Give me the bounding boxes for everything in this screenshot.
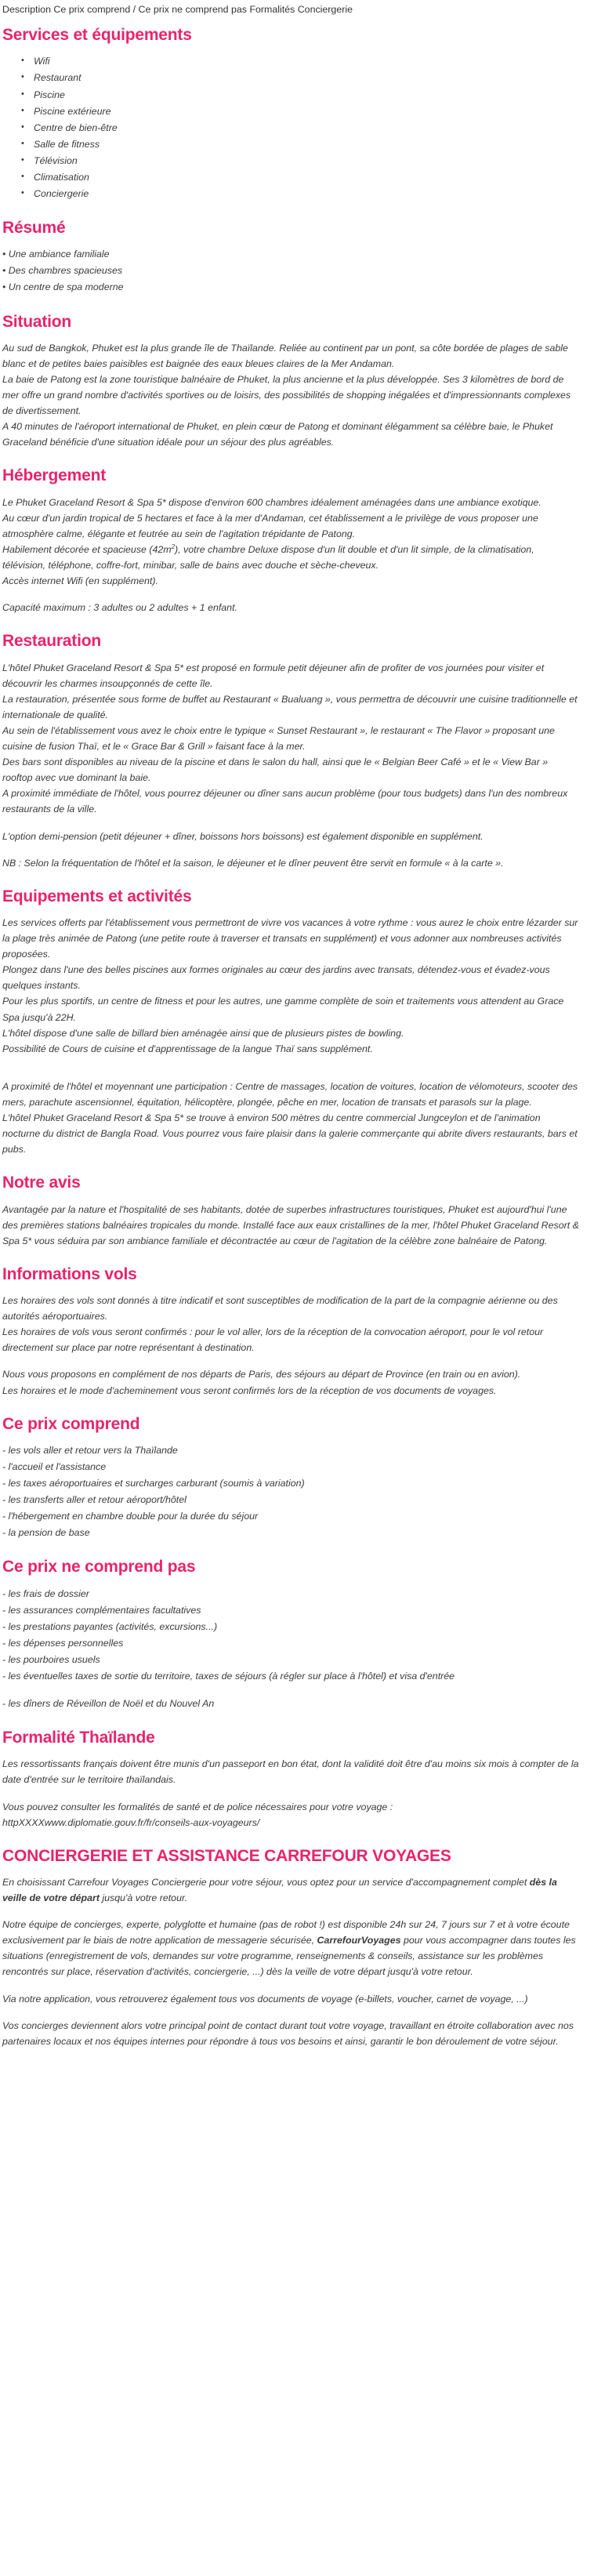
equipements-line: Pour les plus sportifs, un centre de fitness et pour les autres, une gamme complète de soin et traitements vous attendent au Grace Spa jusqu'à 22H. [2,996,564,1023]
situation-line: Au sud de Bangkok, Phuket est la plus grande île de Thaïlande. Reliée au continent par un pont, sa côte bordée de plages de sable blanc et de petites baies paisibles est baignée des eaux bleues claires de la Mer Andaman. [2,342,568,369]
ne-comprend-item: - les assurances complémentaires facultatives [2,1604,201,1616]
comprend-item: - les transferts aller et retour aéroport/hôtel [2,1494,187,1506]
conciergerie-p4: Vos concierges deviennent alors votre principal point de contact durant tout votre voyage, travaillant en étroite collaboration avec nos partenaires locaux et nos équipes internes pour répondre à tous vos besoins et ainsi, garantir le bon déroulement de votre séjour. [2,2019,574,2047]
comprend-item: - les taxes aéroportuaires et surcharges carburant (soumis à variation) [2,1478,305,1489]
situation-text [2,340,580,451]
service-item: • Salle de fitness [34,136,580,153]
avis-text: Avantagée par la nature et l'hospitalité de ses habitants, dotée de superbes infrastructures touristiques, Phuket est aujourd'hui l'une des premières stations balnéaires tropicales du monde. Installé face aux eaux cristallines de la mer, l'hôtel Phuket Graceland Resort & Spa 5* vous séduira par son ambiance familiale et décontractée au cœur de l'agitation de la célèbre zone balnéaire de Patong. [2,1203,579,1246]
vols-line: Les horaires et le mode d'acheminement vous seront confirmés lors de la réception de vos documents de voyages. [2,1384,497,1396]
hebergement-capacity: Capacité maximum : 3 adultes ou 2 adultes + 1 enfant. [2,602,237,614]
hebergement-heading: Hébergement [2,466,107,485]
ne-comprend-item: - les dépenses personnelles [2,1637,124,1649]
nav-link-ne-comprend[interactable]: Ce prix ne comprend pas [138,4,247,15]
service-item: • Wifi [34,53,580,70]
restauration-heading: Restauration [2,632,101,651]
conciergerie-p3: Via notre application, vous retrouverez également tous vos documents de voyage (e-billets, voucher, carnet de voyage, ...) [2,1993,528,2005]
formalite-line: Vous pouvez consulter les formalités de santé et de police nécessaires pour votre voyage : [2,1801,393,1812]
equipements-text-2 [2,1079,580,1157]
ne-comprend-item: - les prestations payantes (activités, excursions...) [2,1620,218,1632]
resume-item: • Des chambres spacieuses [2,265,123,277]
services-list [2,53,580,202]
comprend-list [2,1442,580,1541]
restauration-line: Des bars sont disponibles au niveau de la piscine et dans le salon du hall, ainsi que le « Belgian Beer Café » et le « View Bar » rooftop avec vue dominant la baie. [2,756,549,784]
conciergerie-p2 [2,1917,580,1979]
ne-comprend-list [2,1586,580,1713]
comprend-heading: Ce prix comprend [2,1414,140,1433]
nav-link-comprend[interactable]: Ce prix comprend [53,4,131,15]
comprend-item: - l'hébergement en chambre double pour la durée du séjour [2,1511,259,1522]
hebergement-line: Le Phuket Graceland Resort & Spa 5* dispose d'environ 600 chambres idéalement aménagées dans une ambiance exotique. [2,496,541,508]
hebergement-line: Accès internet Wifi (en supplément). [2,575,158,587]
conciergerie-heading: CONCIERGERIE ET ASSISTANCE CARREFOUR VOYAGES [2,1846,451,1865]
service-item: • Centre de bien-être [34,120,580,136]
nav-link-formalites[interactable]: Formalités [249,4,295,15]
restauration-line: A proximité immédiate de l'hôtel, vous pourrez déjeuner ou dîner sans aucun problème (pour tous budgets) dans l'un des nombreux restaurants de la ville. [2,788,568,815]
service-item: • Piscine extérieure [34,103,580,120]
ne-comprend-heading: Ce prix ne comprend pas [2,1558,196,1576]
nav-sep: / [130,4,139,15]
comprend-item: - l'accueil et l'assistance [2,1460,107,1472]
equipements-line: L'hôtel dispose d'une salle de billard bien aménagée ainsi que de plusieurs pistes de bowling. [2,1027,404,1039]
conciergerie-bold: CarrefourVoyages [317,1935,401,1947]
equipements-heading: Equipements et activités [2,887,192,905]
equipements-line: Plongez dans l'une des belles piscines aux formes originales au cœur des jardins avec transats, détendez-vous et évadez-vous quelques instants. [2,964,550,992]
equipements-line: A proximité de l'hôtel et moyennant une participation : Centre de massages, location de voitures, location de vélomoteurs, scooter des mers, parachute ascensionnel, équitation, hélicoptère, plongée, pêche en mer, location de transats et parasols sur la plage. [2,1080,578,1108]
comprend-item: - les vols aller et retour vers la Thaïlande [2,1444,178,1456]
service-item: • Conciergerie [34,186,580,202]
restauration-line: L'hôtel Phuket Graceland Resort & Spa 5* est proposé en formule petit déjeuner afin de profiter de vos journées pour visiter et découvrir les charmes insoupçonnés de cette île. [2,662,545,689]
restauration-line: La restauration, présentée sous forme de buffet au Restaurant « Bualuang », vous permettra de découvrir une cuisine traditionnelle et internationale de qualité. [2,693,578,720]
restauration-nb: NB : Selon la fréquentation de l'hôtel et la saison, le déjeuner et le dîner peuvent être servit en formule « à la carte ». [2,857,504,869]
vols-line: Les horaires des vols sont donnés à titre indicatif et sont susceptibles de modification de la part de la compagnie aérienne ou des autorités aéroportuaires. [2,1295,558,1322]
vols-text [2,1293,580,1355]
vols-heading: Informations vols [2,1264,137,1283]
comprend-item: - la pension de base [2,1527,90,1539]
conciergerie-text: En choisissant Carrefour Voyages Conciergerie pour votre séjour, vous optez pour un service d'accompagnement complet [2,1877,530,1888]
resume-item: • Un centre de spa moderne [2,281,124,293]
vols-line: Les horaires de vols vous seront confirmés : pour le vol aller, lors de la réception de la convocation aéroport, pour le vol retour directement sur place par notre représentant à destination. [2,1326,544,1354]
service-item: • Climatisation [34,169,580,186]
equipements-line: Possibilité de Cours de cuisine et d'apprentissage de la langue Thaï sans supplément. [2,1043,373,1054]
formalite-heading: Formalité Thaïlande [2,1729,155,1747]
conciergerie-text: pour vous accompagner dans toutes les situations (enregistrement de vols, demandes sur votre programme, renseignements & conseils, assistance sur les problèmes rencontrés sur place, réservation d'activités, conciergerie, ...) dès la veille de votre départ jusqu'à votre retour. [2,1935,576,1978]
equipements-line: L'hôtel Phuket Graceland Resort & Spa 5* se trouve à environ 500 mètres du centre commercial Jungceylon et de l'animation nocturne du district de Bangla Road. Vous pourrez vous faire plaisir dans la galerie commerçante qui abrite divers restaurants, bars et pubs. [2,1112,578,1156]
superscript: 2 [171,542,176,550]
service-item: • Piscine [34,87,580,103]
nav-link-conciergerie[interactable]: Conciergerie [297,4,353,15]
conciergerie-text: jusqu'à votre retour. [99,1892,188,1904]
situation-line: La baie de Patong est la zone touristique balnéaire de Phuket, la plus ancienne et la plus développée. Ses 3 kilomètres de bord de mer offre un grand nombre d'activités sportives ou de loisirs, des possibilités de shopping inégalées et d'impressionnants complexes de divertissement. [2,373,571,417]
restauration-option: L'option demi-pension (petit déjeuner + dîner, boissons hors boissons) est également disponible en supplément. [2,830,484,842]
ne-comprend-item: - les pourboires usuels [2,1653,100,1665]
equipements-line: Les services offerts par l'établissement vous permettront de vivre vos vacances à votre rythme : vous aurez le choix entre lézarder sur la plage très animée de Patong (une petite route à traverser et transats en supplément) et vous adonner aux nombreuses activités proposées. [2,916,578,960]
formalite-url[interactable]: httpXXXXwww.diplomatie.gouv.fr/fr/conseils-aux-voyageurs/ [2,1816,260,1828]
resume-list [2,246,580,296]
situation-heading: Situation [2,312,72,331]
resume-heading: Résumé [2,219,66,238]
equipements-text [2,915,580,1057]
resume-item: • Une ambiance familiale [2,249,110,260]
conciergerie-p1 [2,1874,580,1906]
conciergerie-text: Notre équipe de concierges, experte, polyglotte et humaine (pas de robot !) est disponible 24h sur 24, 7 jours sur 7 et à votre écoute exclusivement par le biais de notre application de messagerie sécurisée, [2,1919,570,1947]
formalite-text: Les ressortissants français doivent être munis d'un passeport en bon état, dont la validité doit être d'au moins six mois à compter de la date d'entrée sur le territoire thaïlandais. [2,1758,579,1786]
restauration-text [2,660,580,818]
ne-comprend-item: - les éventuelles taxes de sortie du territoire, taxes de séjours (à régler sur place à l'hôtel) et visa d'entrée [2,1670,455,1682]
conciergerie-bold: dès la veille de votre départ [2,1877,557,1904]
services-heading: Services et équipements [2,26,192,45]
ne-comprend-item: - les frais de dossier [2,1587,89,1599]
section-nav [2,0,580,17]
hebergement-line: Au cœur d'un jardin tropical de 5 hectares et face à la mer d'Andaman, cet établissement a le privilège de vous proposer une atmosphère calme, élégante et feutrée au sein de l'agitation trépidante de Patong. [2,512,538,539]
hebergement-line: ), votre chambre Deluxe dispose d'un lit double et d'un lit simple, de la climatisation, télévision, téléphone, coffre-fort, minibar, salle de bains avec douche et sèche-cheveux. [2,543,534,571]
avis-heading: Notre avis [2,1174,81,1192]
service-item: • Restaurant [34,70,580,86]
ne-comprend-item: - les dîners de Réveillon de Noël et du Nouvel An [2,1698,215,1710]
formalite-text-2 [2,1799,580,1830]
situation-line: A 40 minutes de l'aéroport international de Phuket, en plein cœur de Patong et dominant élégamment sa célèbre baie, le Phuket Graceland bénéficie d'une situation idéale pour un séjour des plus agréables. [2,421,553,448]
restauration-line: Au sein de l'établissement vous avez le choix entre le typique « Sunset Restaurant », le restaurant « The Flavor » proposant une cuisine de fusion Thaï, et le « Grace Bar & Grill » faisant face à la mer. [2,724,555,753]
nav-prefix: Description [2,4,54,15]
vols-text-2 [2,1366,580,1398]
hebergement-line: Habilement décorée et spacieuse (42m [2,543,172,555]
hebergement-text [2,495,580,590]
vols-line: Nous vous proposons en complément de nos départs de Paris, des séjours au départ de Province (en train ou en avion). [2,1369,521,1381]
service-item: • Télévision [34,153,580,169]
